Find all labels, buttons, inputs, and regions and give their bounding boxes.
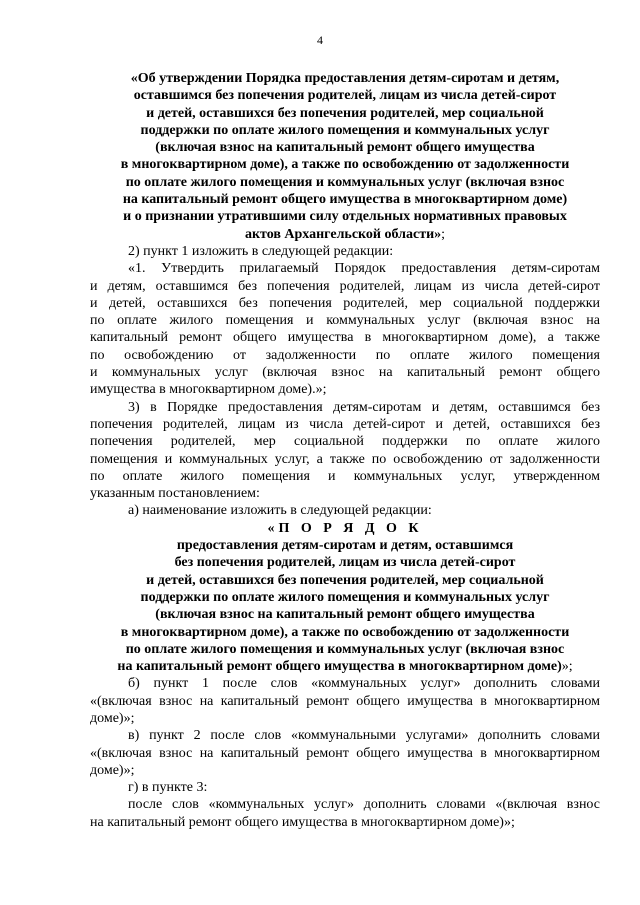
title-line: и детей, оставшихся без попечения родителей, мер социальной (146, 105, 544, 121)
item-3-line: 3) в Порядке предоставления детям-сиротам и детям, оставшимся без (128, 399, 600, 415)
subitem-g-line: после слов «коммунальных услуг» дополнить словами «(включая взнос (128, 797, 600, 813)
title-line: по оплате жилого помещения и коммунальных услуг (включая взнос (125, 174, 565, 190)
poryadok-title-line: по оплате жилого помещения и коммунальных услуг (включая взнос (125, 641, 565, 657)
item-2-line: «1. Утвердить прилагаемый Порядок предоставления детям-сиротам (128, 261, 600, 277)
quoted-title (90, 70, 600, 831)
subitem-b-line: б) пункт 1 после слов «коммунальных услуг» дополнить словами (128, 676, 600, 692)
title-line: и о признании утратившими силу отдельных нормативных правовых (123, 209, 567, 225)
item-2-last-line: имущества в многоквартирном доме).»; (90, 382, 327, 398)
poryadok-title-line: и детей, оставшихся без попечения родителей, мер социальной (146, 572, 544, 588)
item-3-line: помещения и коммунальных услуг, а также по освобождению от задолженности (90, 451, 600, 467)
poryadok-last-bold: на капитальный ремонт общего имущества в многоквартирном доме) (117, 659, 562, 675)
subitem-v-line: доме)»; (90, 762, 135, 778)
title-line: (включая взнос на капитальный ремонт общего имущества (155, 140, 535, 156)
title-last-tail: ; (441, 226, 446, 242)
item-3-last-line: указанным постановлением: (90, 486, 260, 502)
poryadok-last-tail: »; (561, 659, 573, 675)
item-3-line: попечения родителей, лицам из числа детей-сирот и детей, оставшихся без (90, 416, 600, 432)
subitem-b-line: доме)»; (90, 710, 135, 726)
title-line: «Об утверждении Порядка предоставления детям-сиротам и детям, (130, 71, 560, 86)
title-line: оставшимся без попечения родителей, лицам из числа детей-сирот (133, 88, 557, 104)
subitem-g-line: на капитальный ремонт общего имущества в многоквартирном доме)»; (90, 814, 515, 830)
page-number: 4 (317, 33, 323, 47)
item-2-line: и детей, оставшихся без попечения родителей, мер социальной поддержки (90, 295, 600, 311)
subitem-g-intro: г) в пункте 3: (128, 780, 208, 796)
poryadok-title-last (90, 658, 600, 675)
title-line-last (90, 226, 600, 243)
item-2-intro: 2) пункт 1 изложить в следующей редакции: (128, 243, 394, 259)
title-line: поддержки по оплате жилого помещения и коммунальных услуг (140, 122, 550, 138)
item-2-line: по освобождению от задолженности по оплате жилого помещения (90, 347, 600, 363)
poryadok-title-line: в многоквартирном доме), а также по освобождению от задолженности (120, 624, 570, 640)
item-2-line: и детям, оставшимся без попечения родителей, лицам из числа детей-сирот (90, 278, 600, 294)
item-3-line: по оплате жилого помещения и коммунальных услуг, утвержденном (90, 468, 600, 484)
poryadok-title-line: предоставления детям-сиротам и детям, оставшимся (176, 538, 514, 554)
subitem-b-line: «(включая взнос на капитальный ремонт общего имущества в многоквартирном (90, 693, 600, 709)
poryadok-heading: «П О Р Я Д О К (267, 520, 423, 536)
title-line: в многоквартирном доме), а также по освобождению от задолженности (120, 157, 570, 173)
poryadok-title-line: поддержки по оплате жилого помещения и коммунальных услуг (140, 589, 550, 605)
title-last-bold: актов Архангельской области» (244, 226, 442, 242)
item-3-line: попечения родителей, мер социальной поддержки по оплате жилого (90, 434, 600, 450)
subitem-v-line: «(включая взнос на капитальный ремонт общего имущества в многоквартирном (90, 745, 600, 761)
title-line: на капитальный ремонт общего имущества в многоквартирном доме) (122, 192, 568, 208)
item-2-line: по оплате жилого помещения и коммунальных услуг (включая взнос на (90, 313, 600, 329)
item-2-line: и коммунальных услуг (включая взнос на капитальный ремонт общего (90, 365, 600, 381)
subitem-a: а) наименование изложить в следующей редакции: (128, 503, 432, 519)
item-2-line: капитальный ремонт общего имущества в многоквартирном доме), а также (90, 330, 600, 346)
poryadok-title-line: без попечения родителей, лицам из числа детей-сирот (174, 555, 516, 571)
poryadok-title-line: (включая взнос на капитальный ремонт общего имущества (155, 607, 535, 623)
subitem-v-line: в) пункт 2 после слов «коммунальными услугами» дополнить словами (128, 728, 600, 744)
